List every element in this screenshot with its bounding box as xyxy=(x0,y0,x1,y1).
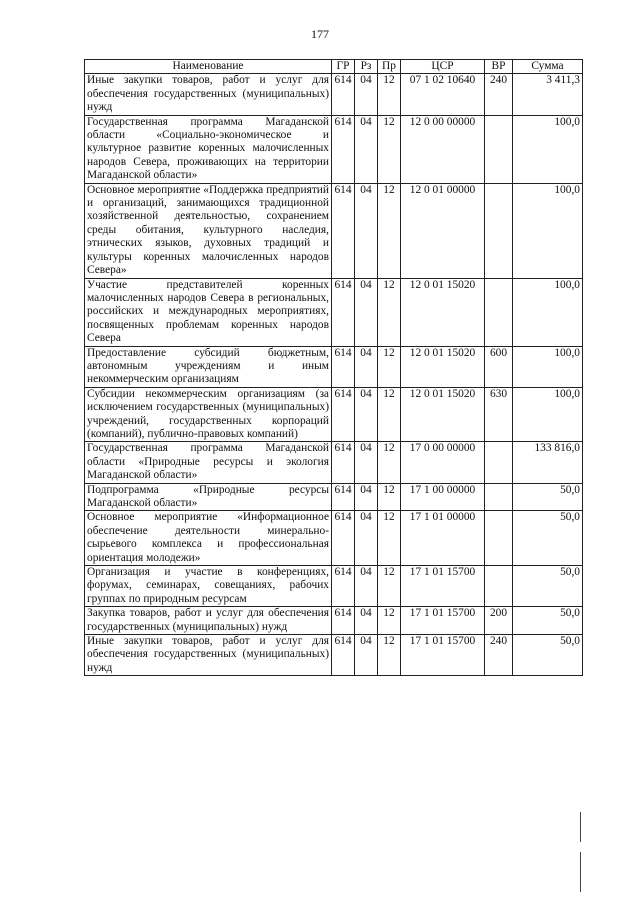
row-pr: 12 xyxy=(378,635,401,676)
table-row xyxy=(85,511,583,566)
header-csr: ЦСР xyxy=(401,60,485,74)
header-pr: Пр xyxy=(378,60,401,74)
table-row xyxy=(85,115,583,183)
row-vr xyxy=(485,183,513,278)
row-vr xyxy=(485,511,513,566)
header-name: Наименование xyxy=(85,60,332,74)
row-vr: 630 xyxy=(485,387,513,442)
row-sum: 100,0 xyxy=(513,278,583,346)
row-name: Основное мероприятие «Поддержка предприятий и организаций, занимающихся традиционной хозяйственной деятельностью, сохранением среды обитания, культурного наследия, этнических языков, духовных традиций и культуры коренных малочисленных народов Севера» xyxy=(85,183,332,278)
row-pr: 12 xyxy=(378,511,401,566)
row-sum: 50,0 xyxy=(513,566,583,607)
row-pr: 12 xyxy=(378,566,401,607)
row-vr xyxy=(485,483,513,511)
row-pr: 12 xyxy=(378,74,401,115)
row-gr: 614 xyxy=(332,442,355,483)
table-row xyxy=(85,566,583,607)
row-vr xyxy=(485,115,513,183)
row-sum: 100,0 xyxy=(513,183,583,278)
row-pr: 12 xyxy=(378,483,401,511)
row-rz: 04 xyxy=(355,183,378,278)
row-csr: 17 1 01 15700 xyxy=(401,566,485,607)
row-csr: 12 0 00 00000 xyxy=(401,115,485,183)
row-gr: 614 xyxy=(332,607,355,635)
header-rz: Рз xyxy=(355,60,378,74)
row-vr xyxy=(485,442,513,483)
row-sum: 50,0 xyxy=(513,483,583,511)
table-header-row xyxy=(85,60,583,74)
row-name: Государственная программа Магаданской области «Природные ресурсы и экология Магаданской области» xyxy=(85,442,332,483)
row-csr: 17 1 01 15700 xyxy=(401,607,485,635)
row-gr: 614 xyxy=(332,635,355,676)
row-gr: 614 xyxy=(332,387,355,442)
row-csr: 12 0 01 15020 xyxy=(401,346,485,387)
row-vr: 200 xyxy=(485,607,513,635)
row-pr: 12 xyxy=(378,115,401,183)
row-vr: 600 xyxy=(485,346,513,387)
header-sum: Сумма xyxy=(513,60,583,74)
row-sum: 133 816,0 xyxy=(513,442,583,483)
row-gr: 614 xyxy=(332,566,355,607)
row-csr: 17 1 01 15700 xyxy=(401,635,485,676)
row-rz: 04 xyxy=(355,278,378,346)
header-vr: ВР xyxy=(485,60,513,74)
table-row xyxy=(85,183,583,278)
row-pr: 12 xyxy=(378,607,401,635)
table-row xyxy=(85,442,583,483)
row-pr: 12 xyxy=(378,346,401,387)
budget-table xyxy=(84,59,583,676)
row-name: Подпрограмма «Природные ресурсы Магаданской области» xyxy=(85,483,332,511)
row-sum: 50,0 xyxy=(513,607,583,635)
row-rz: 04 xyxy=(355,607,378,635)
row-csr: 07 1 02 10640 xyxy=(401,74,485,115)
row-name: Государственная программа Магаданской области «Социально-экономическое и культурное развитие коренных малочисленных народов Севера, проживающих на территории Магаданской области» xyxy=(85,115,332,183)
row-gr: 614 xyxy=(332,278,355,346)
row-csr: 17 1 00 00000 xyxy=(401,483,485,511)
row-name: Организация и участие в конференциях, форумах, семинарах, совещаниях, рабочих группах по природным ресурсам xyxy=(85,566,332,607)
row-vr xyxy=(485,278,513,346)
row-csr: 12 0 01 00000 xyxy=(401,183,485,278)
row-pr: 12 xyxy=(378,278,401,346)
row-rz: 04 xyxy=(355,115,378,183)
page-number: 177 xyxy=(311,27,329,41)
table-row xyxy=(85,635,583,676)
row-rz: 04 xyxy=(355,566,378,607)
row-rz: 04 xyxy=(355,483,378,511)
row-gr: 614 xyxy=(332,483,355,511)
row-name: Иные закупки товаров, работ и услуг для обеспечения государственных (муниципальных) нужд xyxy=(85,635,332,676)
table-row xyxy=(85,346,583,387)
row-pr: 12 xyxy=(378,442,401,483)
row-vr: 240 xyxy=(485,635,513,676)
row-sum: 3 411,3 xyxy=(513,74,583,115)
row-rz: 04 xyxy=(355,74,378,115)
header-gr: ГР xyxy=(332,60,355,74)
table-row xyxy=(85,74,583,115)
row-rz: 04 xyxy=(355,442,378,483)
row-csr: 12 0 01 15020 xyxy=(401,278,485,346)
table-row xyxy=(85,607,583,635)
row-csr: 17 0 00 00000 xyxy=(401,442,485,483)
table-row xyxy=(85,387,583,442)
row-csr: 12 0 01 15020 xyxy=(401,387,485,442)
row-pr: 12 xyxy=(378,183,401,278)
row-rz: 04 xyxy=(355,511,378,566)
row-pr: 12 xyxy=(378,387,401,442)
row-csr: 17 1 01 00000 xyxy=(401,511,485,566)
row-name: Субсидии некоммерческим организациям (за исключением государственных (муниципальных) учреждений, государственных корпораций (компаний), публично-правовых компаний) xyxy=(85,387,332,442)
row-gr: 614 xyxy=(332,74,355,115)
row-gr: 614 xyxy=(332,183,355,278)
row-gr: 614 xyxy=(332,346,355,387)
row-name: Участие представителей коренных малочисленных народов Севера в региональных, российских и международных мероприятиях, посвященных проблемам коренных народов Севера xyxy=(85,278,332,346)
row-rz: 04 xyxy=(355,346,378,387)
row-name: Закупка товаров, работ и услуг для обеспечения государственных (муниципальных) нужд xyxy=(85,607,332,635)
row-name: Иные закупки товаров, работ и услуг для обеспечения государственных (муниципальных) нужд xyxy=(85,74,332,115)
row-vr xyxy=(485,566,513,607)
row-rz: 04 xyxy=(355,635,378,676)
scan-margin-line xyxy=(580,852,581,892)
table-row xyxy=(85,278,583,346)
row-name: Основное мероприятие «Информационное обеспечение деятельности минерально-сырьевого комплекса и профессиональная ориентация молодежи» xyxy=(85,511,332,566)
row-gr: 614 xyxy=(332,511,355,566)
row-gr: 614 xyxy=(332,115,355,183)
row-sum: 100,0 xyxy=(513,387,583,442)
row-vr: 240 xyxy=(485,74,513,115)
row-rz: 04 xyxy=(355,387,378,442)
row-sum: 50,0 xyxy=(513,511,583,566)
row-name: Предоставление субсидий бюджетным, автономным учреждениям и иным некоммерческим организациям xyxy=(85,346,332,387)
row-sum: 100,0 xyxy=(513,346,583,387)
table-row xyxy=(85,483,583,511)
scan-margin-line xyxy=(580,812,581,842)
row-sum: 50,0 xyxy=(513,635,583,676)
row-sum: 100,0 xyxy=(513,115,583,183)
